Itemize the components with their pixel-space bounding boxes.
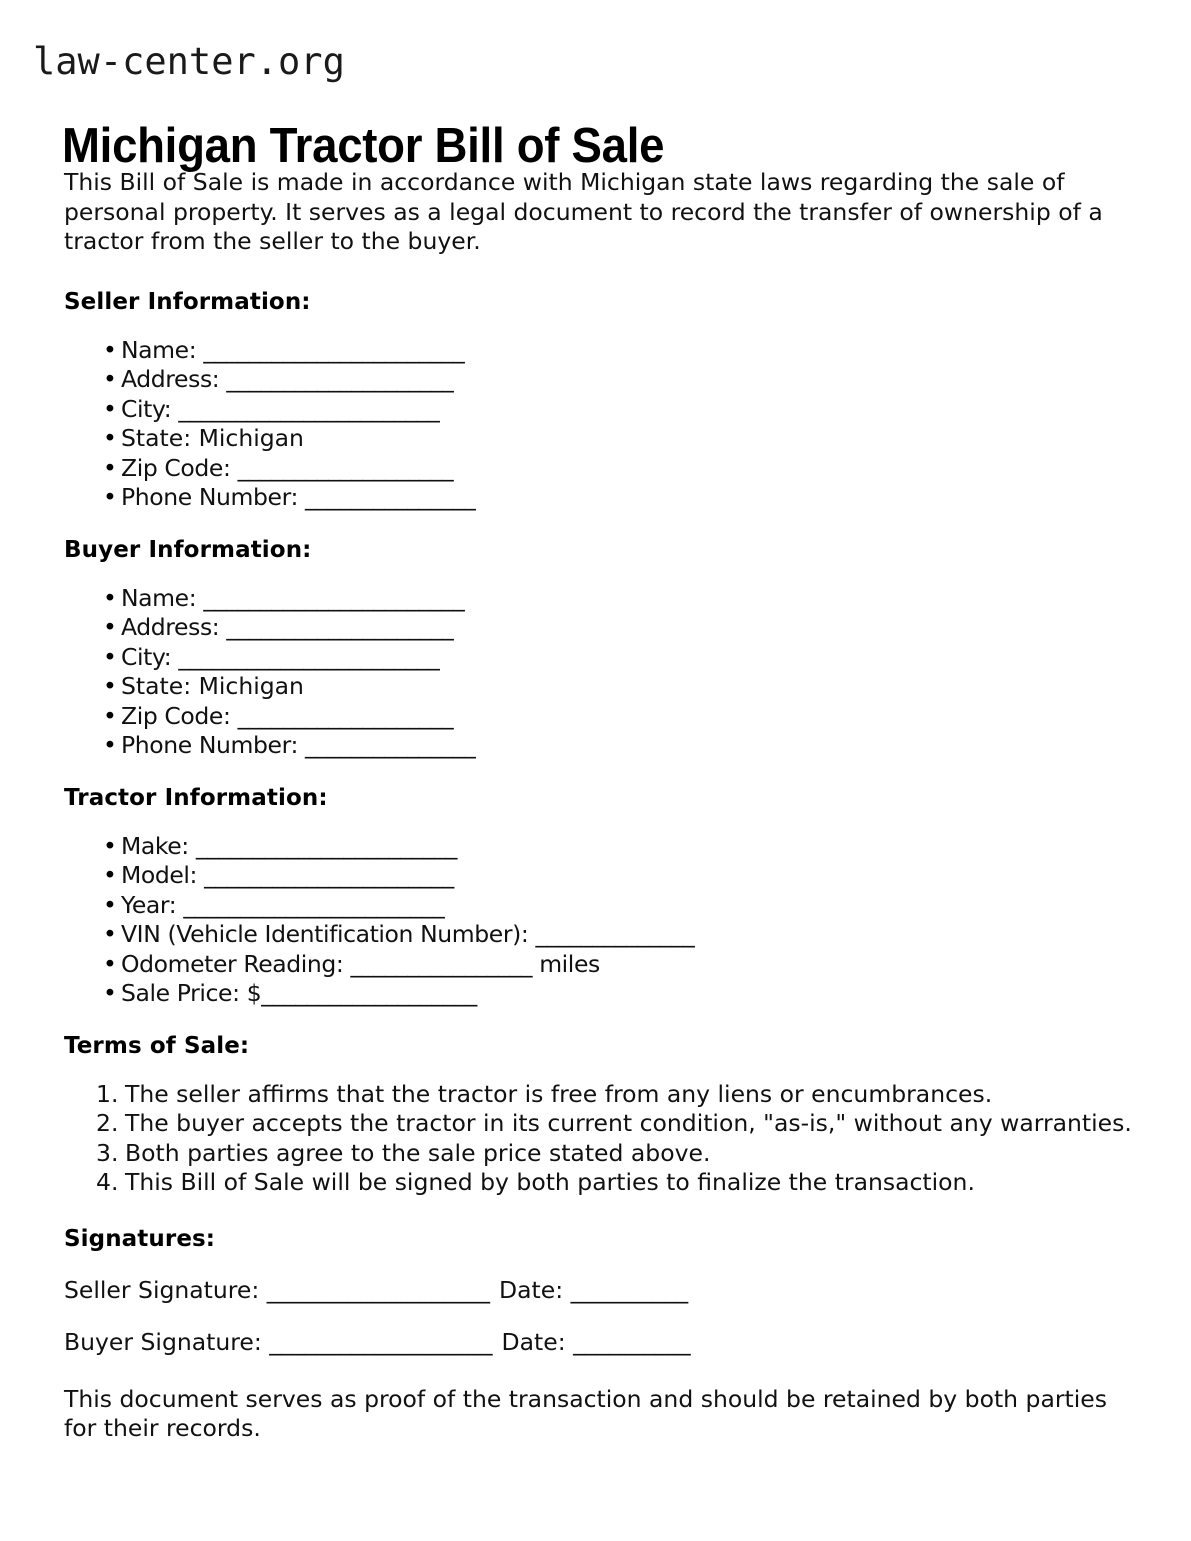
section-heading-signatures: Signatures:	[64, 1225, 216, 1252]
closing-paragraph: This document serves as proof of the transaction and should be retained by both parties for their records.	[64, 1384, 1107, 1442]
field-tractor-make[interactable]: • Make: _______________________	[64, 832, 1129, 862]
document-body	[64, 168, 1132, 1444]
page-title: Michigan Tractor Bill of Sale	[62, 118, 665, 173]
field-tractor-odometer[interactable]: • Odometer Reading: ________________ miles	[64, 950, 1129, 980]
section-heading-seller: Seller Information:	[64, 288, 311, 315]
section-heading-terms: Terms of Sale:	[64, 1032, 250, 1059]
field-buyer-address[interactable]: • Address: ____________________	[64, 613, 1129, 643]
buyer-date-line: Date: __________	[501, 1328, 691, 1356]
buyer-signature-row[interactable]	[64, 1328, 1129, 1358]
terms-item: The buyer accepts the tractor in its current condition, "as-is," without any warranties.	[125, 1109, 1132, 1137]
field-tractor-year[interactable]: • Year: _______________________	[64, 891, 1129, 921]
terms-item: The seller affirms that the tractor is free from any liens or encumbrances.	[125, 1079, 993, 1108]
site-name: law-center.org	[33, 40, 345, 83]
field-tractor-vin[interactable]: • VIN (Vehicle Identification Number): ______________	[64, 920, 1129, 950]
field-tractor-model[interactable]: • Model: ______________________	[64, 861, 1129, 891]
field-seller-address[interactable]: • Address: ____________________	[64, 365, 1129, 395]
field-buyer-phone[interactable]: • Phone Number: _______________	[64, 731, 1129, 761]
field-buyer-state: • State: Michigan	[64, 672, 1129, 702]
field-seller-city[interactable]: • City: _______________________	[64, 395, 1129, 425]
terms-list	[64, 1079, 1132, 1198]
buyer-fields-list	[64, 584, 1129, 761]
tractor-fields-list	[64, 832, 1129, 1009]
intro-paragraph: This Bill of Sale is made in accordance with Michigan state laws regarding the sale of personal property. It serves as a legal document to record the transfer of ownership of a tractor from the seller to the buyer.	[64, 168, 1103, 255]
seller-signature-line: Seller Signature: ___________________	[64, 1275, 491, 1304]
field-seller-phone[interactable]: • Phone Number: _______________	[64, 483, 1129, 513]
terms-item: Both parties agree to the sale price stated above.	[125, 1138, 711, 1167]
buyer-signature-line: Buyer Signature: ___________________	[64, 1328, 493, 1356]
field-buyer-name[interactable]: • Name: _______________________	[64, 584, 1129, 614]
field-tractor-price[interactable]: • Sale Price: $___________________	[64, 979, 1129, 1009]
field-seller-zip[interactable]: • Zip Code: ___________________	[64, 454, 1129, 484]
field-seller-state: • State: Michigan	[64, 424, 1129, 454]
seller-fields-list	[64, 336, 1129, 513]
seller-date-line: Date: __________	[499, 1275, 689, 1304]
field-buyer-city[interactable]: • City: _______________________	[64, 643, 1129, 673]
field-buyer-zip[interactable]: • Zip Code: ___________________	[64, 702, 1129, 732]
terms-item: This Bill of Sale will be signed by both parties to finalize the transaction.	[125, 1168, 975, 1196]
seller-signature-row[interactable]	[64, 1276, 1129, 1306]
section-heading-buyer: Buyer Information:	[64, 536, 312, 563]
section-heading-tractor: Tractor Information:	[64, 784, 328, 811]
field-seller-name[interactable]: • Name: _______________________	[64, 336, 1129, 366]
